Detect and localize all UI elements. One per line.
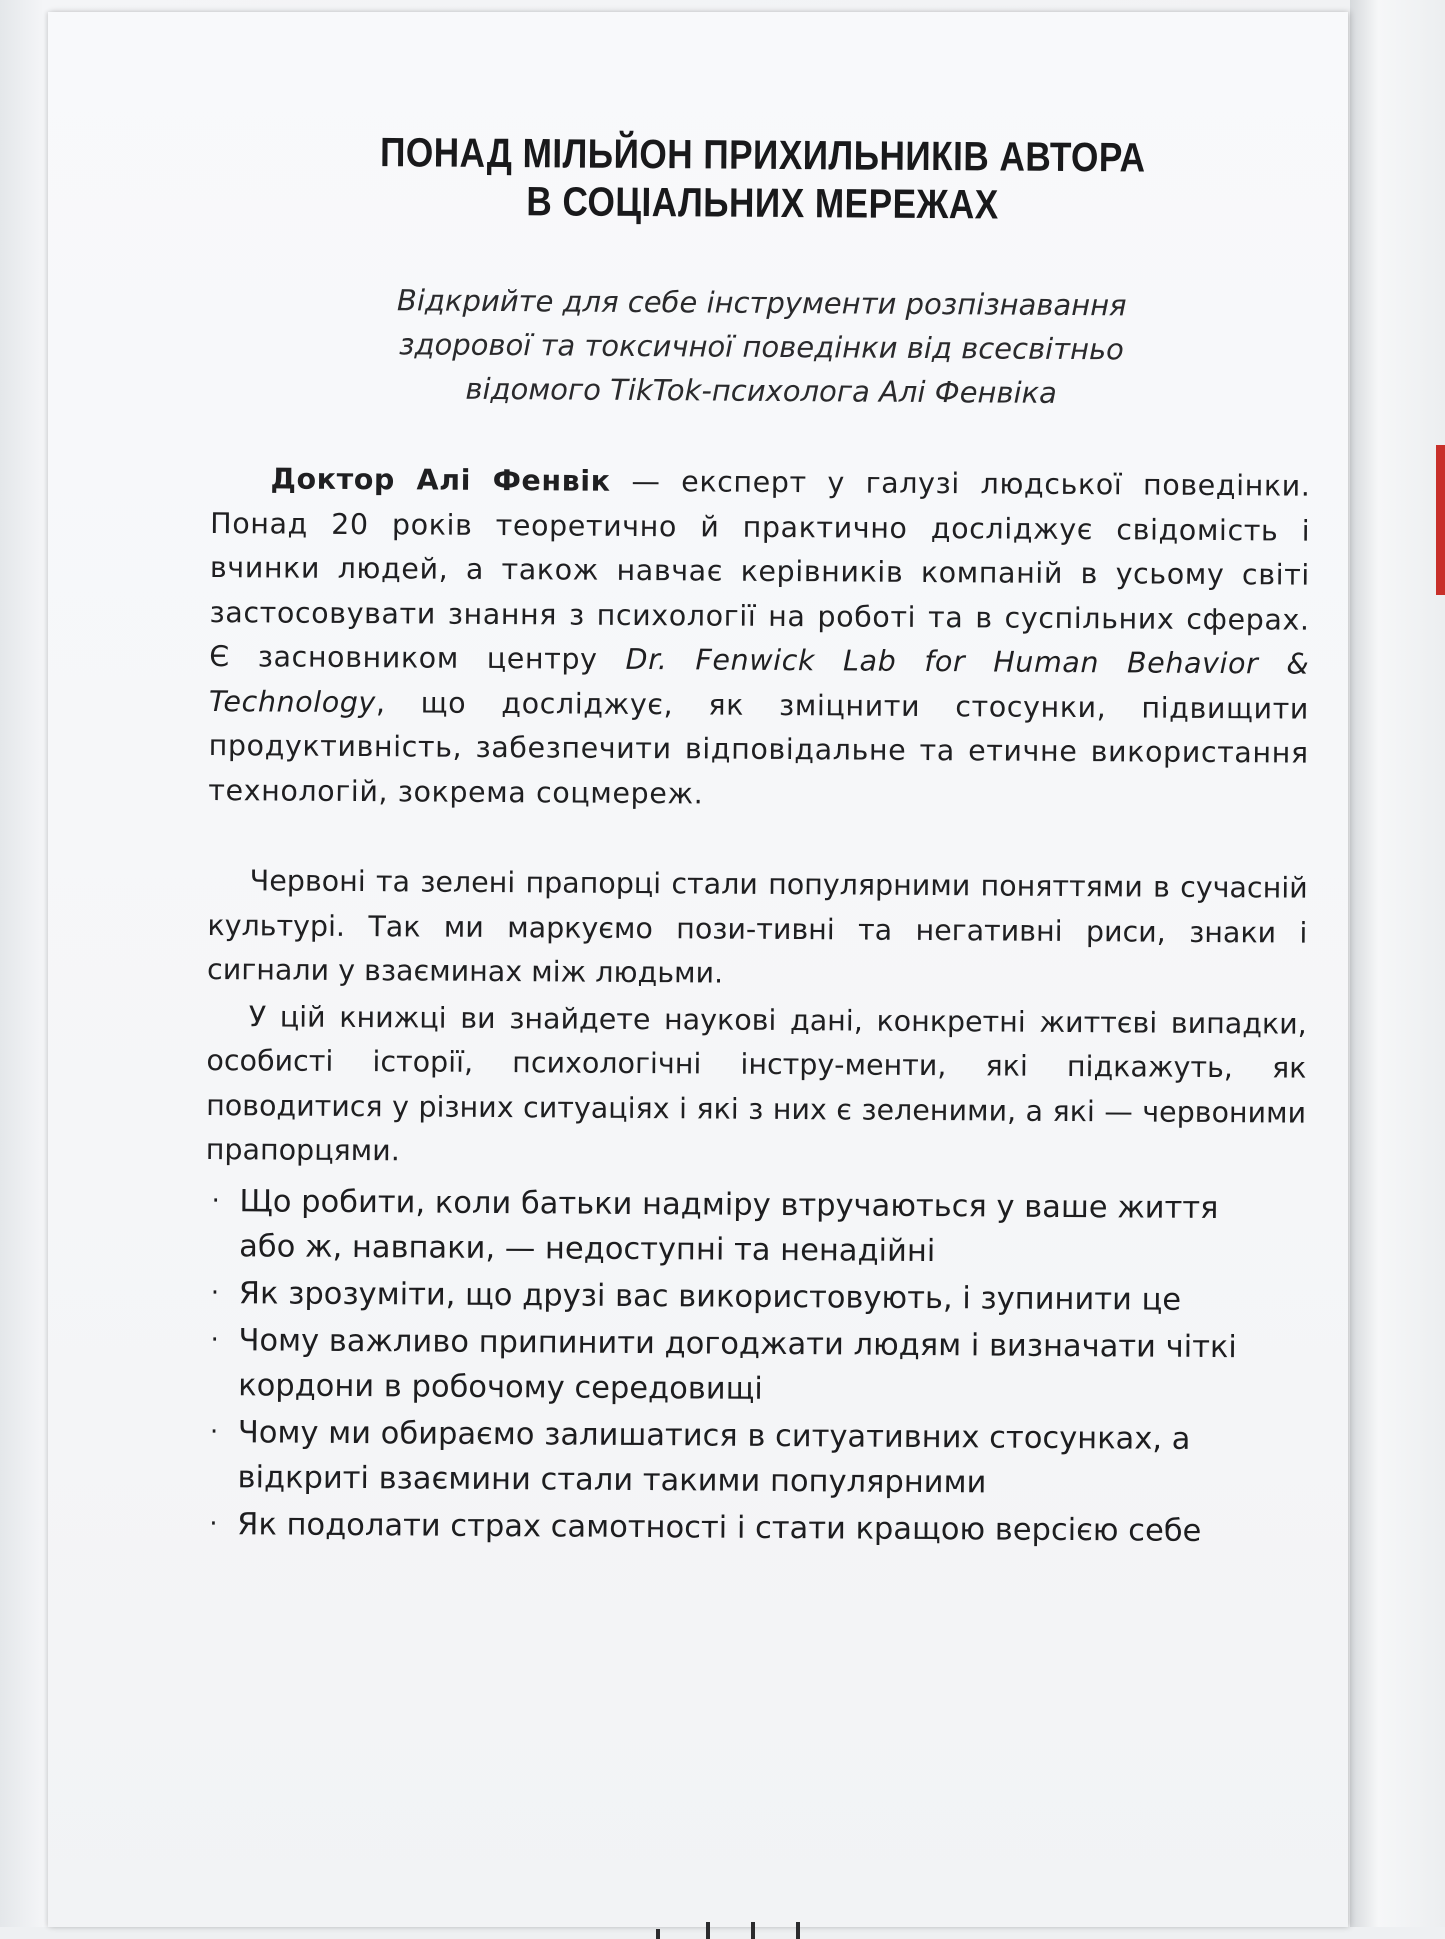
author-name: Доктор Алі Фенвік: [270, 462, 611, 498]
adjacent-book-edge: [1350, 0, 1445, 1927]
bullet-marker: ·: [210, 1324, 219, 1355]
bio-text-part-2: , що досліджує, як зміцнити стосунки, підвищити продуктивність, забезпечити відповідальне та етичне використання технологій, зокрема соцмереж.: [208, 685, 1310, 810]
bio-text-part-1: — експерт у галузі людської поведінки. Понад 20 років теоретично й практично досліджує свідомість і вчинки людей, а також навчає керівників компаній в усьому світі застосовувати знання з психології на роботі та в суспільних сферах. Є засновником центру: [209, 464, 1311, 676]
description-paragraph-2: У цій книжці ви знайдете наукові дані, конкретні життєві випадки, особисті історії, психологічні інстру-менти, які підкажуть, як поводитися у різних ситуаціях і які з них є зеленими, а які — червоними прапорцями.: [205, 999, 1307, 1168]
list-item: [205, 1270, 1265, 1322]
subtitle-line-3: відомого TikTok-психолога Алі Фенвіка: [465, 371, 1058, 410]
bullet-marker: ·: [209, 1508, 218, 1539]
bullet-marker: ·: [209, 1416, 219, 1447]
bullet-marker: ·: [210, 1277, 220, 1308]
book-back-cover: [48, 12, 1348, 1927]
barcode-fragment: [656, 1922, 836, 1939]
cover-text-block: [203, 127, 1313, 1556]
list-item-text: Як подолати страх самотності і стати кращою версією себе: [237, 1506, 1202, 1549]
lab-name: Dr. Fenwick Lab for Human Behavior & Technology: [208, 642, 1310, 719]
adjacent-book-red-strip: [1436, 445, 1445, 595]
list-item: [205, 1178, 1266, 1275]
feature-list: [203, 1178, 1266, 1553]
list-item-text: Чому важливо припинити догоджати людям і визначати чіткі кордони в робочому середовищі: [238, 1322, 1237, 1407]
headline-line-1: ПОНАД МІЛЬЙОН ПРИХИЛЬНИКІВ АВТОРА: [379, 129, 1146, 181]
subtitle-line-1: Відкрийте для себе інструменти розпізнавання: [396, 283, 1127, 323]
list-item-text: Що робити, коли батьки надміру втручаються у ваше життя або ж, навпаки, — недоступні та ненадійні: [239, 1183, 1219, 1269]
list-item-text: Як зрозуміти, що друзі вас використовують, і зупинити це: [238, 1275, 1182, 1318]
bullet-marker: ·: [211, 1185, 220, 1216]
headline: [289, 128, 1236, 231]
list-item: [203, 1501, 1263, 1553]
subtitle-line-2: здорової та токсичної поведінки від всесвітньо: [398, 327, 1124, 367]
author-bio: [208, 457, 1310, 821]
list-item-text: Чому ми обираємо залишатися в ситуативних стосунках, а відкриті взаємини стали такими популярними: [237, 1414, 1191, 1500]
list-item: [203, 1409, 1264, 1506]
list-item: [204, 1317, 1265, 1414]
subtitle: [211, 277, 1312, 417]
description-paragraph-1: Червоні та зелені прапорці стали популярними поняттями в сучасній культурі. Так ми маркуємо пози-тивні та негативні риси, знаки і сигнали у взаєминах між людьми.: [207, 864, 1308, 990]
headline-line-2: В СОЦІАЛЬНИХ МЕРЕЖАХ: [526, 178, 999, 228]
